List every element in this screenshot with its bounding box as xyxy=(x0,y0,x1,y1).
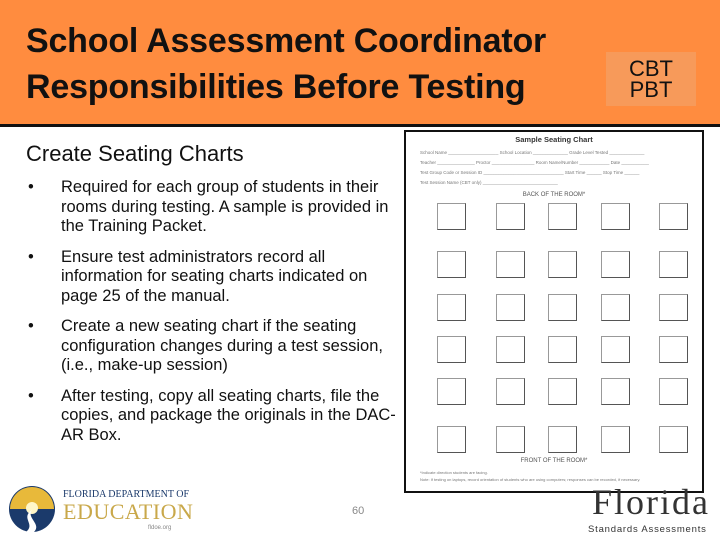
bullet-item xyxy=(26,178,396,237)
seat-box xyxy=(496,426,525,453)
front-of-room-label: FRONT OF THE ROOM* xyxy=(520,458,588,464)
seat-box xyxy=(601,203,630,230)
bullet-text: Ensure test administrators record all information for seating charts indicated on page 25 of the manual. xyxy=(61,247,368,305)
seating-chart-title: Sample Seating Chart xyxy=(515,135,593,144)
bullet-text: Create a new seating chart if the seating configuration changes during a test session, (i.e., make-up session) xyxy=(61,317,383,374)
seat-box xyxy=(659,294,688,321)
seat-box xyxy=(601,336,630,363)
seat-box xyxy=(659,426,688,453)
seat-box xyxy=(601,426,630,453)
seat-box xyxy=(601,294,630,321)
bullet-item xyxy=(26,317,396,376)
bullet-text: After testing, copy all seating charts, file the copies, and package the originals in the DAC-AR Box. xyxy=(61,386,396,444)
seat-box xyxy=(437,426,466,453)
seat-box xyxy=(659,203,688,230)
seat-box xyxy=(496,336,525,363)
chart-note: *Indicate direction students are facing. xyxy=(420,470,488,475)
seat-box xyxy=(659,336,688,363)
slide-title xyxy=(26,18,546,110)
badge-pbt: PBT xyxy=(629,77,673,102)
chart-note: Note: If testing on laptops, record orientation of students who are using computers; responses can be recorded, if necessary. xyxy=(420,477,641,482)
chart-field: School Name ____________________ School Location ______________ Grade Level Tested ______________ xyxy=(420,150,645,155)
chart-field: Test Group Code or Session ID ________________________________ Start Time ______ Stop Time ______ xyxy=(420,170,640,175)
seat-box xyxy=(548,203,577,230)
cbt-pbt-badge xyxy=(606,52,696,106)
title-bar xyxy=(0,0,720,127)
seat-box xyxy=(496,251,525,278)
back-of-room-label: BACK OF THE ROOM* xyxy=(522,192,586,198)
title-line-1: School Assessment Coordinator xyxy=(26,22,547,60)
seat-box xyxy=(659,251,688,278)
seat-box xyxy=(437,251,466,278)
bullet-item xyxy=(26,248,396,307)
seat-box xyxy=(548,294,577,321)
seat-box xyxy=(496,378,525,405)
seat-box xyxy=(496,203,525,230)
seat-box xyxy=(437,203,466,230)
fdoe-seal-icon xyxy=(6,484,58,534)
title-line-2: Responsibilities Before Testing xyxy=(26,68,526,106)
page-number: 60 xyxy=(352,505,365,517)
fdoe-line1: FLORIDA DEPARTMENT OF xyxy=(63,489,190,500)
seat-box xyxy=(437,336,466,363)
seat-box xyxy=(548,251,577,278)
chart-field: Teacher _______________ Proctor _________________ Room Name/Number ____________ Date ___________ xyxy=(420,160,649,165)
sample-seating-chart-image xyxy=(404,130,704,493)
fdoe-line2: EDUCATION xyxy=(63,499,194,524)
bullet-icon: • xyxy=(28,247,34,266)
fdoe-line3: fldoe.org xyxy=(148,525,172,531)
fsa-logo xyxy=(586,482,716,538)
seat-box xyxy=(548,426,577,453)
bullet-item xyxy=(26,387,396,446)
seat-box xyxy=(601,251,630,278)
seat-box xyxy=(548,336,577,363)
seat-box xyxy=(659,378,688,405)
seat-box xyxy=(601,378,630,405)
fdoe-logo xyxy=(6,484,196,534)
fsa-tagline: Standards Assessments xyxy=(588,524,707,535)
seat-box xyxy=(496,294,525,321)
bullet-icon: • xyxy=(28,178,34,196)
section-heading: Create Seating Charts xyxy=(26,141,244,166)
bullet-icon: • xyxy=(28,317,34,335)
fsa-wordmark: Florida xyxy=(592,482,710,522)
bullet-list xyxy=(26,178,396,456)
seat-box xyxy=(437,378,466,405)
bullet-text: Required for each group of students in their rooms during testing. A sample is provided in the Training Packet. xyxy=(61,178,389,235)
seat-box xyxy=(437,294,466,321)
badge-cbt: CBT xyxy=(629,56,673,81)
chart-field: Test Session Name (CBT only) ______________________________ xyxy=(420,180,558,185)
seat-box xyxy=(548,378,577,405)
bullet-icon: • xyxy=(28,386,34,405)
